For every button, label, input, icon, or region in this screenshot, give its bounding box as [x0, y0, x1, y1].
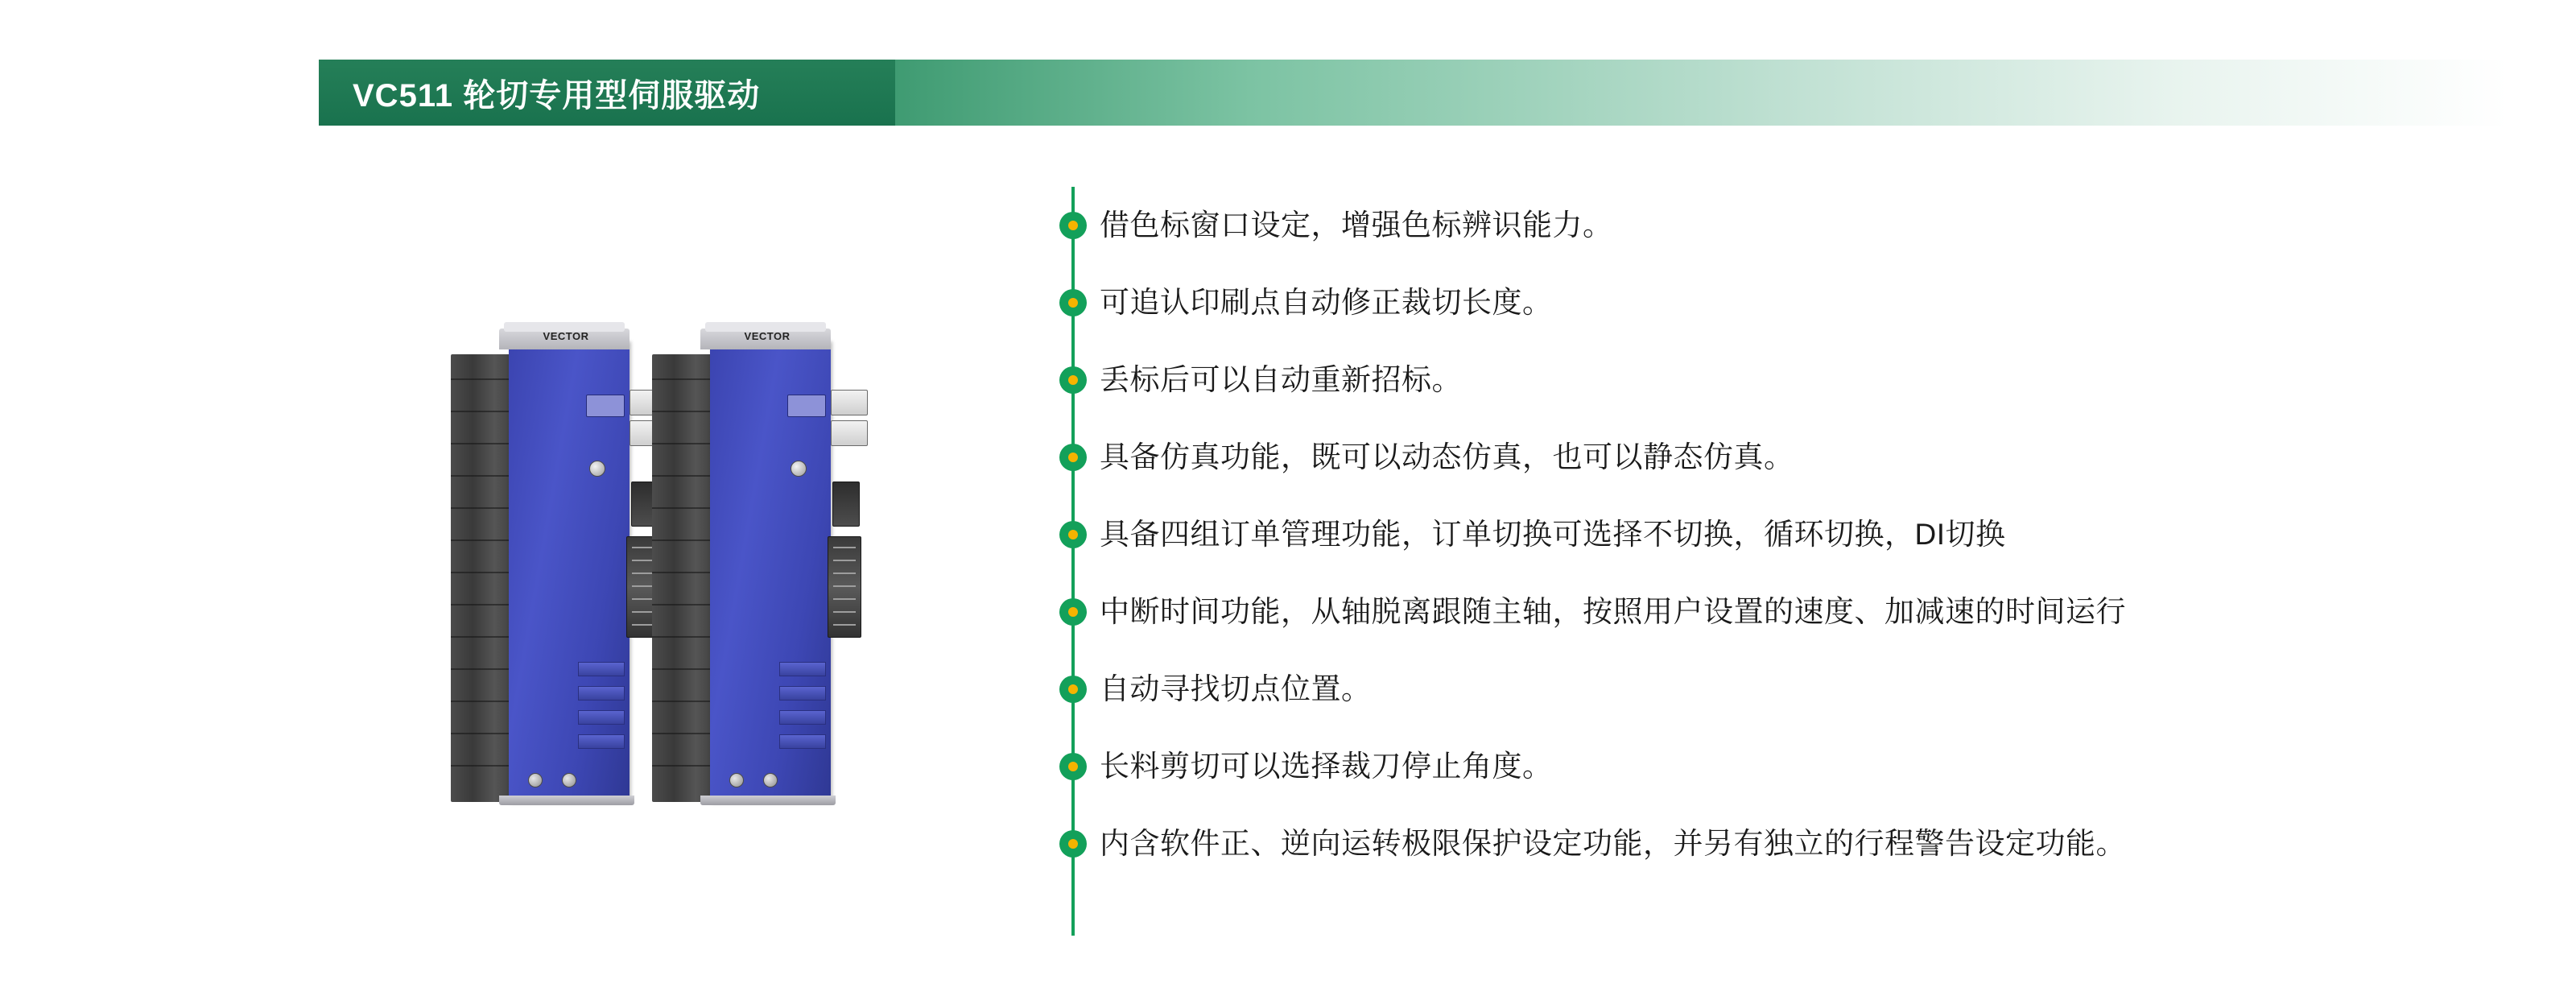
feature-text: 丢标后可以自动重新招标。	[1100, 363, 1462, 397]
list-item	[1046, 651, 2463, 728]
list-item	[1046, 341, 2463, 419]
list-item	[1046, 419, 2463, 496]
terminal-left-1	[578, 662, 625, 676]
feature-text: 借色标窗口设定，增强色标辨识能力。	[1100, 209, 1613, 242]
product-image	[419, 290, 1014, 805]
servo-drive-unit-right	[652, 322, 845, 805]
list-item	[1046, 264, 2463, 341]
list-item	[1046, 187, 2463, 264]
heatsink-right	[652, 354, 715, 802]
bullet-point-icon	[1046, 187, 1100, 264]
connector-small-right	[832, 482, 860, 527]
list-item	[1046, 728, 2463, 805]
page-header	[319, 60, 2508, 126]
drive-display-right	[787, 395, 826, 417]
bullet-point-icon	[1046, 496, 1100, 573]
drive-knob-right	[791, 461, 807, 477]
network-port-right-1	[831, 390, 868, 415]
servo-drive-unit-left	[451, 322, 644, 805]
feature-list	[1046, 187, 2463, 882]
drive-body-right	[710, 340, 831, 802]
connector-large-right	[828, 536, 861, 638]
bottom-screws-right	[729, 773, 778, 787]
feature-text: 具备仿真功能，既可以动态仿真，也可以静态仿真。	[1100, 440, 1794, 474]
drive-display-left	[586, 395, 625, 417]
bullet-point-icon	[1046, 651, 1100, 728]
header-gradient-bar	[895, 60, 2508, 126]
list-item	[1046, 573, 2463, 651]
terminal-right-4	[779, 734, 826, 749]
bullet-point-icon	[1046, 728, 1100, 805]
bullet-point-icon	[1046, 805, 1100, 882]
header-title-block	[319, 60, 895, 126]
terminal-right-2	[779, 686, 826, 701]
drive-knob-left	[589, 461, 605, 477]
list-item	[1046, 496, 2463, 573]
list-item	[1046, 805, 2463, 882]
terminal-right-1	[779, 662, 826, 676]
brand-label-right: VECTOR	[744, 330, 791, 342]
feature-text: 长料剪切可以选择裁刀停止角度。	[1100, 750, 1553, 783]
feature-text: 中断时间功能，从轴脱离跟随主轴，按照用户设置的速度、加减速的时间运行	[1100, 595, 2126, 629]
drive-body-left	[509, 340, 630, 802]
bullet-point-icon	[1046, 341, 1100, 419]
feature-text: 具备四组订单管理功能，订单切换可选择不切换，循环切换，DI切换	[1100, 518, 2006, 552]
bullet-point-icon	[1046, 573, 1100, 651]
terminal-right-3	[779, 710, 826, 725]
bullet-point-icon	[1046, 419, 1100, 496]
bullet-point-icon	[1046, 264, 1100, 341]
terminal-left-3	[578, 710, 625, 725]
page-title: VC511 轮切专用型伺服驱动	[353, 77, 761, 114]
brand-label-left: VECTOR	[543, 330, 589, 342]
feature-text: 内含软件正、逆向运转极限保护设定功能，并另有独立的行程警告设定功能。	[1100, 827, 2126, 861]
drive-base-right	[700, 796, 836, 805]
network-port-right-2	[831, 420, 868, 446]
terminal-left-4	[578, 734, 625, 749]
heatsink-left	[451, 354, 514, 802]
drive-base-left	[499, 796, 634, 805]
feature-text: 可追认印刷点自动修正裁切长度。	[1100, 286, 1553, 320]
feature-text: 自动寻找切点位置。	[1100, 672, 1372, 706]
terminal-left-2	[578, 686, 625, 701]
bottom-screws-left	[528, 773, 576, 787]
